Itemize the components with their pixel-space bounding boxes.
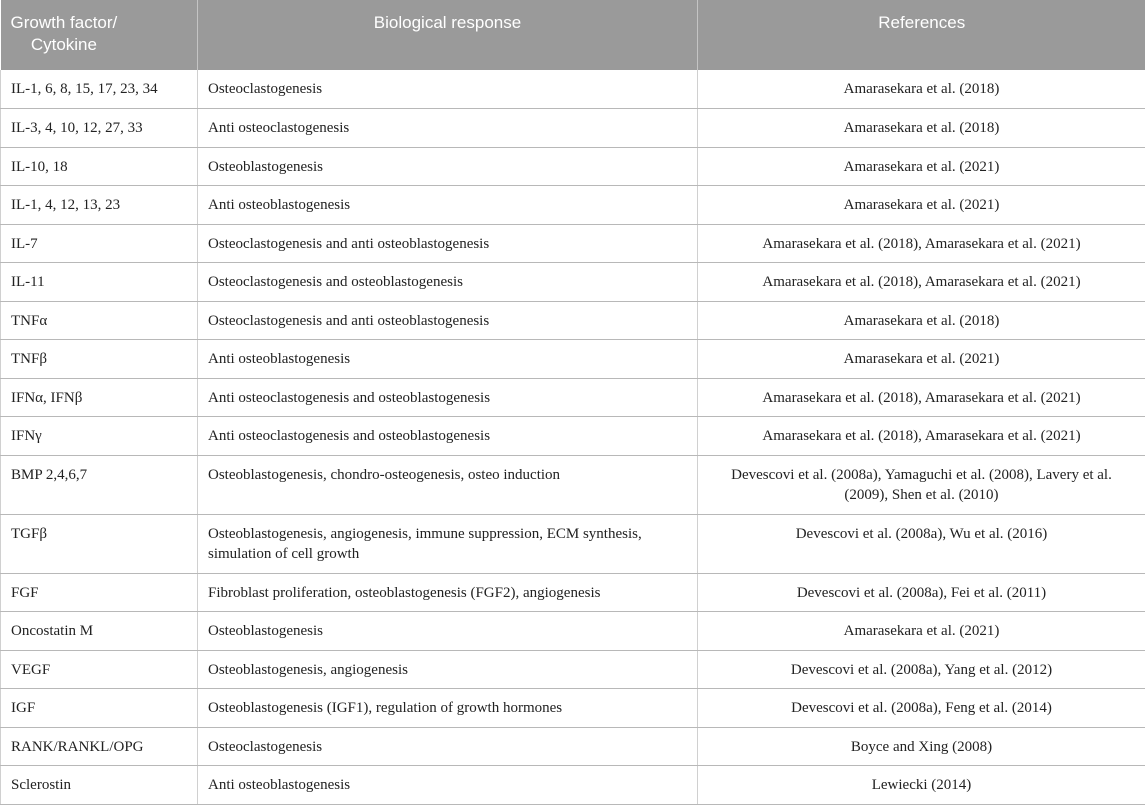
- cell-growth-factor: RANK/RANKL/OPG: [1, 727, 198, 766]
- cell-growth-factor: TNFβ: [1, 340, 198, 379]
- table-row: [1, 727, 1145, 766]
- cell-references: Devescovi et al. (2008a), Feng et al. (2014): [698, 689, 1145, 728]
- cell-biological-response: Osteoblastogenesis: [198, 612, 698, 651]
- table-row: [1, 70, 1145, 109]
- cell-biological-response: Osteoblastogenesis: [198, 147, 698, 186]
- cell-growth-factor: IL-1, 6, 8, 15, 17, 23, 34: [1, 70, 198, 109]
- cell-growth-factor: IL-11: [1, 263, 198, 302]
- cell-growth-factor: BMP 2,4,6,7: [1, 455, 198, 514]
- table-row: [1, 186, 1145, 225]
- cell-biological-response: Osteoclastogenesis and osteoblastogenesis: [198, 263, 698, 302]
- cell-references: Amarasekara et al. (2021): [698, 186, 1145, 225]
- table-row: [1, 301, 1145, 340]
- cell-growth-factor: IL-1, 4, 12, 13, 23: [1, 186, 198, 225]
- header-biological-response: Biological response: [198, 0, 698, 70]
- cell-references: Amarasekara et al. (2021): [698, 612, 1145, 651]
- cell-growth-factor: IL-10, 18: [1, 147, 198, 186]
- cell-biological-response: Osteoclastogenesis and anti osteoblastogenesis: [198, 301, 698, 340]
- cell-growth-factor: VEGF: [1, 650, 198, 689]
- cell-growth-factor: IGF: [1, 689, 198, 728]
- cell-growth-factor: TGFβ: [1, 514, 198, 573]
- table-header: [1, 0, 1145, 70]
- table-row: [1, 340, 1145, 379]
- cell-references: Devescovi et al. (2008a), Fei et al. (2011): [698, 573, 1145, 612]
- cell-references: Devescovi et al. (2008a), Yamaguchi et al. (2008), Lavery et al. (2009), Shen et al. (2010): [698, 455, 1145, 514]
- table-row: [1, 766, 1145, 805]
- cell-biological-response: Osteoblastogenesis, chondro-osteogenesis, osteo induction: [198, 455, 698, 514]
- table-row: [1, 263, 1145, 302]
- table-row: [1, 573, 1145, 612]
- cell-growth-factor: Oncostatin M: [1, 612, 198, 651]
- cell-growth-factor: IFNγ: [1, 417, 198, 456]
- cell-biological-response: Anti osteoclastogenesis and osteoblastogenesis: [198, 417, 698, 456]
- table-row: [1, 417, 1145, 456]
- cell-references: Amarasekara et al. (2018): [698, 70, 1145, 109]
- cell-biological-response: Fibroblast proliferation, osteoblastogenesis (FGF2), angiogenesis: [198, 573, 698, 612]
- cell-references: Amarasekara et al. (2018): [698, 109, 1145, 148]
- cell-biological-response: Osteoclastogenesis: [198, 70, 698, 109]
- cell-references: Amarasekara et al. (2018), Amarasekara et al. (2021): [698, 263, 1145, 302]
- cell-biological-response: Anti osteoclastogenesis and osteoblastogenesis: [198, 378, 698, 417]
- header-growth-factor: [1, 0, 198, 70]
- cell-references: Amarasekara et al. (2018), Amarasekara et al. (2021): [698, 224, 1145, 263]
- cell-growth-factor: IL-3, 4, 10, 12, 27, 33: [1, 109, 198, 148]
- cell-biological-response: Anti osteoblastogenesis: [198, 766, 698, 805]
- table-row: [1, 147, 1145, 186]
- cell-biological-response: Osteoblastogenesis (IGF1), regulation of growth hormones: [198, 689, 698, 728]
- cell-biological-response: Anti osteoblastogenesis: [198, 186, 698, 225]
- cell-references: Amarasekara et al. (2018): [698, 301, 1145, 340]
- cell-growth-factor: FGF: [1, 573, 198, 612]
- header-growth-factor-text: Growth factor/ Cytokine: [10, 13, 118, 54]
- cell-references: Devescovi et al. (2008a), Yang et al. (2012): [698, 650, 1145, 689]
- cell-growth-factor: IFNα, IFNβ: [1, 378, 198, 417]
- cell-biological-response: Osteoclastogenesis: [198, 727, 698, 766]
- table-row: [1, 612, 1145, 651]
- cell-growth-factor: IL-7: [1, 224, 198, 263]
- cell-biological-response: Anti osteoblastogenesis: [198, 340, 698, 379]
- table-row: [1, 378, 1145, 417]
- table-row: [1, 514, 1145, 573]
- cell-biological-response: Osteoclastogenesis and anti osteoblastogenesis: [198, 224, 698, 263]
- table-row: [1, 689, 1145, 728]
- cell-references: Amarasekara et al. (2021): [698, 147, 1145, 186]
- cell-growth-factor: TNFα: [1, 301, 198, 340]
- cell-growth-factor: Sclerostin: [1, 766, 198, 805]
- cell-biological-response: Osteoblastogenesis, angiogenesis: [198, 650, 698, 689]
- header-references: References: [698, 0, 1145, 70]
- cell-references: Lewiecki (2014): [698, 766, 1145, 805]
- table-row: [1, 650, 1145, 689]
- table-row: [1, 224, 1145, 263]
- cell-biological-response: Osteoblastogenesis, angiogenesis, immune suppression, ECM synthesis, simulation of cell growth: [198, 514, 698, 573]
- table-row: [1, 455, 1145, 514]
- cell-references: Amarasekara et al. (2018), Amarasekara et al. (2021): [698, 378, 1145, 417]
- table-body: [1, 70, 1145, 804]
- cell-references: Boyce and Xing (2008): [698, 727, 1145, 766]
- cell-references: Devescovi et al. (2008a), Wu et al. (2016): [698, 514, 1145, 573]
- cell-references: Amarasekara et al. (2021): [698, 340, 1145, 379]
- cell-references: Amarasekara et al. (2018), Amarasekara et al. (2021): [698, 417, 1145, 456]
- cell-biological-response: Anti osteoclastogenesis: [198, 109, 698, 148]
- header-row: [1, 0, 1145, 70]
- table-row: [1, 109, 1145, 148]
